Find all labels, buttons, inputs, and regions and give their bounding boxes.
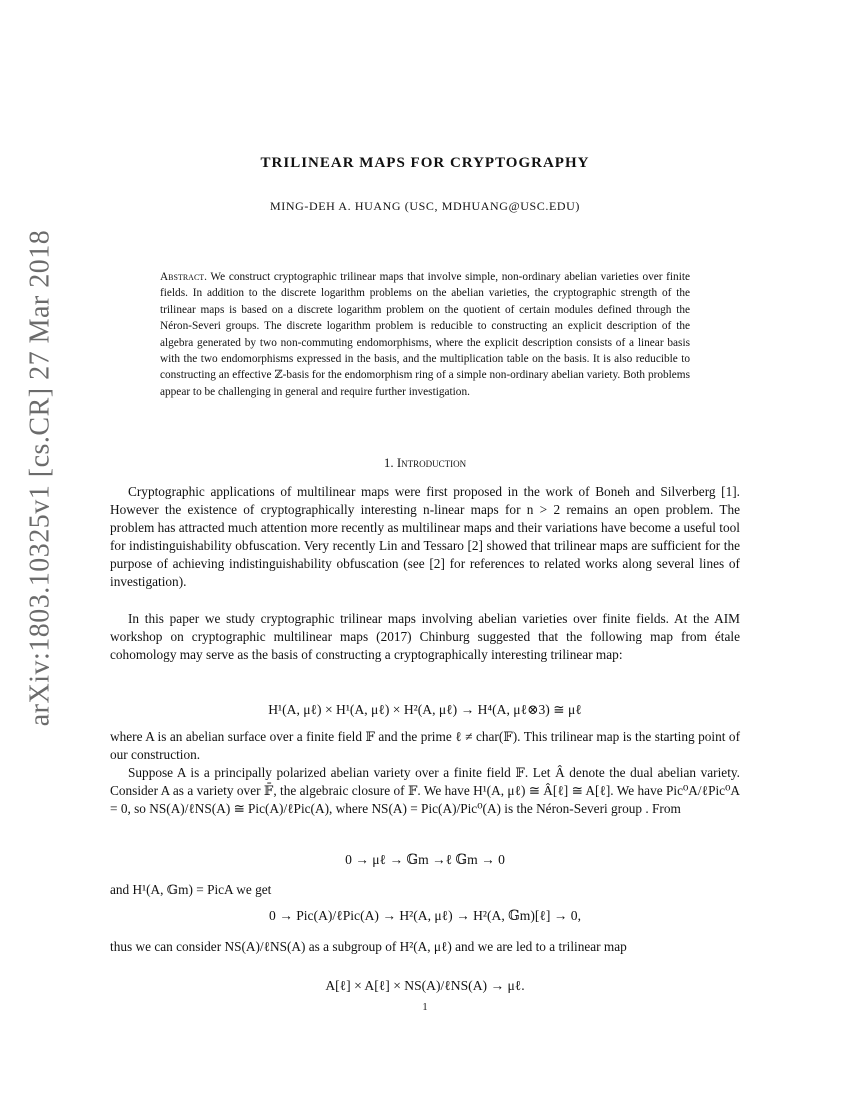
- equation-trilinear-map: A[ℓ] × A[ℓ] × NS(A)/ℓNS(A) → μℓ.: [325, 978, 525, 993]
- abstract-text: We construct cryptographic trilinear maps that involve simple, non-ordinary abelian varieties over finite fields. In addition to the discrete logarithm problems on the abelian varieties, the cryptographic strength of the trilinear maps is based on a discrete logarithm problem on the quotient of certain modules defined through the Néron-Severi groups. The discrete logarithm problem is reducible to constructing an explicit description of the algebra generated by two non-commuting endomorphisms, where the explicit description consists of a linear basis with the two endomorphisms expressed in the basis, and the multiplication table on the basis. It is also reducible to constructing an effective ℤ-basis for the endomorphism ring of a simple non-ordinary abelian variety. Both problems appear to be challenging in general and require further investigation.: [160, 271, 690, 398]
- section-number: 1.: [383, 455, 394, 470]
- paragraph-4: Suppose A is a principally polarized abelian variety over a finite field 𝔽. Let Â denote the dual abelian variety. Consider A as a variety over 𝔽̄, the algebraic closure of 𝔽. We have H¹(A, μℓ) ≅ Â[ℓ] ≅ A[ℓ]. We have Pic⁰A/ℓPic⁰A = 0, so NS(A)/ℓNS(A) ≅ Pic(A)/ℓPic(A), where NS(A) = Pic(A)/Pic⁰(A) is the Néron-Severi group . From: [110, 765, 740, 816]
- equation-trilinear-cohomology: H¹(A, μℓ) × H¹(A, μℓ) × H²(A, μℓ) → H⁴(A, μℓ⊗3) ≅ μℓ: [268, 702, 582, 717]
- paragraph-2: In this paper we study cryptographic trilinear maps involving abelian varieties over finite fields. At the AIM workshop on cryptographic multilinear maps (2017) Chinburg suggested that the following map from étale cohomology may serve as the basis of constructing a cryptographically interesting trilinear map:: [110, 611, 740, 662]
- arxiv-stamp: [10, 229, 70, 727]
- abstract-label: Abstract.: [160, 271, 207, 283]
- author-line: MING-DEH A. HUANG (USC, MDHUANG@USC.EDU): [269, 199, 581, 213]
- paragraph-1: Cryptographic applications of multilinear maps were first proposed in the work of Boneh and Silverberg [1]. However the existence of cryptographically interesting n-linear maps for n > 2 remains an open problem. The problem has attracted much attention more recently as multilinear maps and their variations have become a useful tool for indistinguishability obfuscation. Very recently Lin and Tessaro [2] showed that trilinear maps are sufficient for the purpose of achieving indistinguishability obfuscation (see [2] for references to related works along several lines of investigation).: [110, 484, 740, 589]
- paper-title: TRILINEAR MAPS FOR CRYPTOGRAPHY: [260, 155, 590, 171]
- equation-kummer-sequence: 0 → μℓ → 𝔾m →ℓ 𝔾m → 0: [345, 852, 505, 867]
- section-heading: [110, 455, 740, 471]
- paragraph-6: thus we can consider NS(A)/ℓNS(A) as a subgroup of H²(A, μℓ) and we are led to a trilinear map: [110, 939, 627, 954]
- page-number: 1: [422, 1002, 428, 1013]
- paragraph-5: and H¹(A, 𝔾m) = PicA we get: [110, 882, 272, 897]
- equation-exact-sequence: 0 → Pic(A)/ℓPic(A) → H²(A, μℓ) → H²(A, 𝔾m)[ℓ] → 0,: [269, 908, 581, 923]
- arxiv-identifier: arXiv:1803.10325v1 [cs.CR] 27 Mar 2018: [24, 229, 56, 727]
- section-title: Introduction: [396, 455, 467, 470]
- abstract: [160, 269, 690, 400]
- paragraph-3: where A is an abelian surface over a finite field 𝔽 and the prime ℓ ≠ char(𝔽). This trilinear map is the starting point of our construction.: [110, 729, 740, 762]
